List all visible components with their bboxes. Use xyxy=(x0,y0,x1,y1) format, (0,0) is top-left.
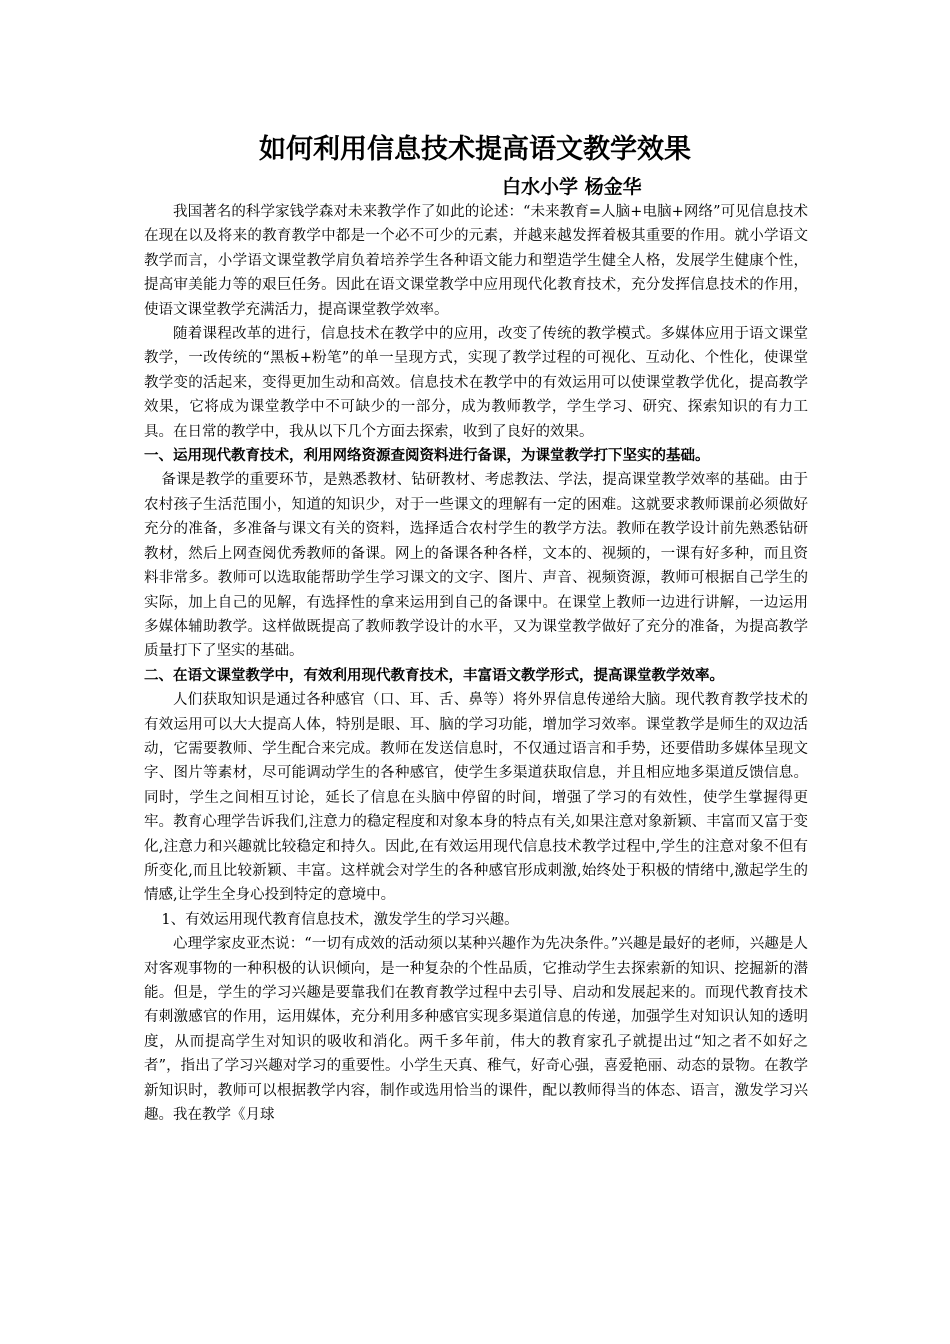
section-heading-2: 二、在语文课堂教学中，有效利用现代教育技术，丰富语文教学形式，提高课堂教学效率。 xyxy=(144,667,724,684)
subsection-heading-1: 1、有效运用现代教育信息技术，激发学生的学习兴趣。 xyxy=(161,911,519,928)
author-line: 白水小学 杨金华 xyxy=(502,176,642,198)
paragraph-senses: 人们获取知识是通过各种感官（口、耳、舌、鼻等）将外界信息传递给大脑。现代教育教学技术的有效运用可以大大提高人体，特别是眼、耳、脑的学习功能，增加学习效率。课堂教学是师生的双边活动，它需要教师、学生配合来完成。教师在发送信息时，不仅通过语言和手势，还要借助多媒体呈现文字、图片等素材，尽可能调动学生的各种感官，使学生多渠道获取信息，并且相应地多渠道反馈信息。同时，学生之间相互讨论，延长了信息在头脑中停留的时间，增强了学习的有效性，使学生掌握得更牢。教育心理学告诉我们,注意力的稳定程度和对象本身的特点有关,如果注意对象新颖、丰富而又富于变化,注意力和兴趣就比较稳定和持久。因此,在有效运用现代信息技术教学过程中,学生的注意对象不但有所变化,而且比较新颖、丰富。这样就会对学生的各种感官形成刺激,始终处于积极的情绪中,激起学生的情感,让学生全身心投到特定的意境中。 xyxy=(144,692,808,904)
paragraph-curriculum-reform: 随着课程改革的进行，信息技术在教学中的应用，改变了传统的教学模式。多媒体应用于语文课堂教学，一改传统的“黑板+粉笔”的单一呈现方式，实现了教学过程的可视化、互动化、个性化，使课堂教学变的活起来，变得更加生动和高效。信息技术在教学中的有效运用可以使课堂教学优化，提高教学效果，它将成为课堂教学中不可缺少的一部分，成为教师教学，学生学习、研究、探索知识的有力工具。在日常的教学中，我从以下几个方面去探索，收到了良好的效果。 xyxy=(144,326,808,440)
document-title: 如何利用信息技术提高语文教学效果 xyxy=(259,134,691,165)
paragraph-interest: 心理学家皮亚杰说：“一切有成效的活动须以某种兴趣作为先决条件。”兴趣是最好的老师，兴趣是人对客观事物的一种积极的认识倾向，是一种复杂的个性品质，它推动学生去探索新的知识、挖掘新的潜能。但是，学生的学习兴趣是要靠我们在教育教学过程中去引导、启动和发展起来的。而现代教育技术有刺激感官的作用，运用媒体，充分利用多种感官实现多渠道信息的传递，加强学生对知识认知的透明度，从而提高学生对知识的吸收和消化。两千多年前，伟大的教育家孔子就提出过“知之者不如好之者”，指出了学习兴趣对学习的重要性。小学生天真、稚气，好奇心强，喜爱艳丽、动态的景物。在教学新知识时，教师可以根据教学内容，制作或选用恰当的课件，配以教师得当的体态、语言，激发学习兴趣。我在教学《月球 xyxy=(144,936,808,1124)
paragraph-lesson-prep: 备课是教学的重要环节，是熟悉教材、钻研教材、考虑教法、学法，提高课堂教学效率的基础。由于农村孩子生活范围小，知道的知识少，对于一些课文的理解有一定的困难。这就要求教师课前必须做好充分的准备，多准备与课文有关的资料，选择适合农村学生的教学方法。教师在教学设计前先熟悉钻研教材，然后上网查阅优秀教师的备课。网上的备课各种各样，文本的、视频的，一课有好多种，而且资料非常多。教师可以选取能帮助学生学习课文的文字、图片、声音、视频资源，教师可根据自己学生的实际，加上自己的见解，有选择性的拿来运用到自己的备课中。在课堂上教师一边进行讲解，一边运用多媒体辅助教学。这样做既提高了教师教学设计的水平，又为课堂教学做好了充分的准备，为提高教学质量打下了坚实的基础。 xyxy=(144,472,808,660)
document-body xyxy=(144,200,808,1127)
section-heading-1: 一、运用现代教育技术，利用网络资源查阅资料进行备课，为课堂教学打下坚实的基础。 xyxy=(144,448,710,465)
paragraph-intro: 我国著名的科学家钱学森对未来教学作了如此的论述：“未来教育=人脑+电脑+网络”可见信息技术在现在以及将来的教育教学中都是一个必不可少的元素，并越来越发挥着极其重要的作用。就小学语文教学而言，小学语文课堂教学肩负着培养学生各种语文能力和塑造学生健全人格，发展学生健康个性，提高审美能力等的艰巨任务。因此在语文课堂教学中应用现代化教育技术，充分发挥信息技术的作用，使语文课堂教学充满活力，提高课堂教学效率。 xyxy=(144,204,808,318)
